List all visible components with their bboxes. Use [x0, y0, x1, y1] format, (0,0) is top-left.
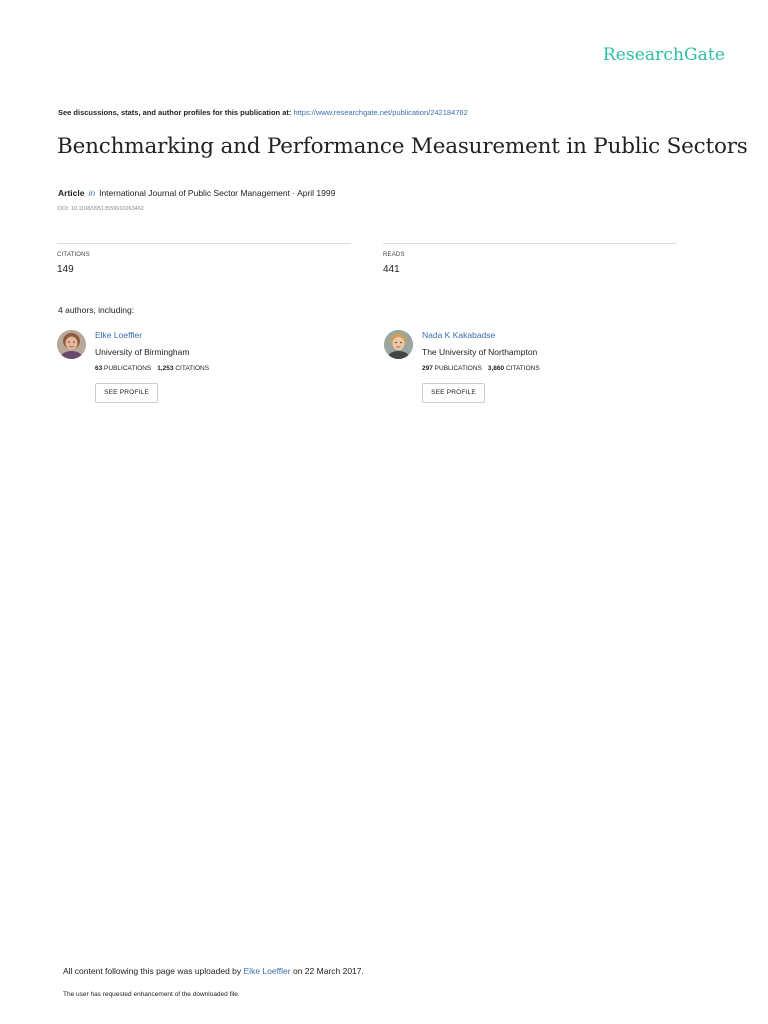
- upload-prefix: All content following this page was uploaded by: [63, 966, 244, 976]
- avatar[interactable]: [384, 330, 413, 359]
- reads-value: 441: [383, 264, 400, 275]
- citations-count: 3,860: [487, 365, 505, 372]
- authors-intro: 4 authors, including:: [58, 305, 135, 315]
- upload-suffix: on 22 March 2017.: [290, 966, 364, 976]
- author-counts: [95, 365, 209, 372]
- avatar[interactable]: [57, 330, 86, 359]
- citations-label: CITATIONS: [57, 252, 90, 258]
- discussions-text: See discussions, stats, and author profiles for this publication at:: [58, 108, 294, 117]
- citations-count-label: CITATIONS: [175, 365, 210, 372]
- reads-label: READS: [383, 252, 405, 258]
- author-card: [384, 330, 664, 410]
- citations-count: 1,253: [157, 365, 174, 372]
- citations-value: 149: [57, 264, 74, 275]
- in-word: in: [88, 188, 96, 198]
- publication-meta: [58, 188, 335, 198]
- citations-count-label: CITATIONS: [505, 365, 540, 372]
- citations-stat: [57, 243, 351, 275]
- reads-stat: [383, 243, 677, 275]
- publication-title: Benchmarking and Performance Measurement in Public Sectors: [57, 134, 748, 159]
- author-name[interactable]: Elke Loeffler: [95, 330, 143, 340]
- publication-link[interactable]: https://www.researchgate.net/publication/242184762: [293, 108, 468, 117]
- publications-count: 63: [95, 365, 103, 372]
- publications-label: PUBLICATIONS: [434, 365, 482, 372]
- publications-label: PUBLICATIONS: [104, 365, 152, 372]
- author-name[interactable]: Nada K Kakabadse: [422, 330, 496, 340]
- uploader-link[interactable]: Elke Loeffler: [243, 966, 291, 976]
- author-institution: The University of Northampton: [422, 347, 538, 357]
- author-institution: University of Birmingham: [95, 347, 190, 357]
- publication-type: Article: [58, 188, 85, 198]
- discussions-line: [58, 108, 468, 117]
- doi-text: DOI: 10.1108/09513559910263462: [58, 206, 144, 212]
- upload-notice: [63, 966, 364, 976]
- author-counts: [422, 365, 540, 372]
- enhancement-note: The user has requested enhancement of the downloaded file.: [63, 991, 240, 998]
- journal-info: International Journal of Public Sector Management · April 1999: [99, 188, 336, 198]
- publications-count: 297: [422, 365, 433, 372]
- see-profile-button[interactable]: SEE PROFILE: [422, 383, 485, 403]
- author-card: [57, 330, 337, 410]
- see-profile-button[interactable]: SEE PROFILE: [95, 383, 158, 403]
- researchgate-logo[interactable]: ResearchGate: [602, 45, 725, 65]
